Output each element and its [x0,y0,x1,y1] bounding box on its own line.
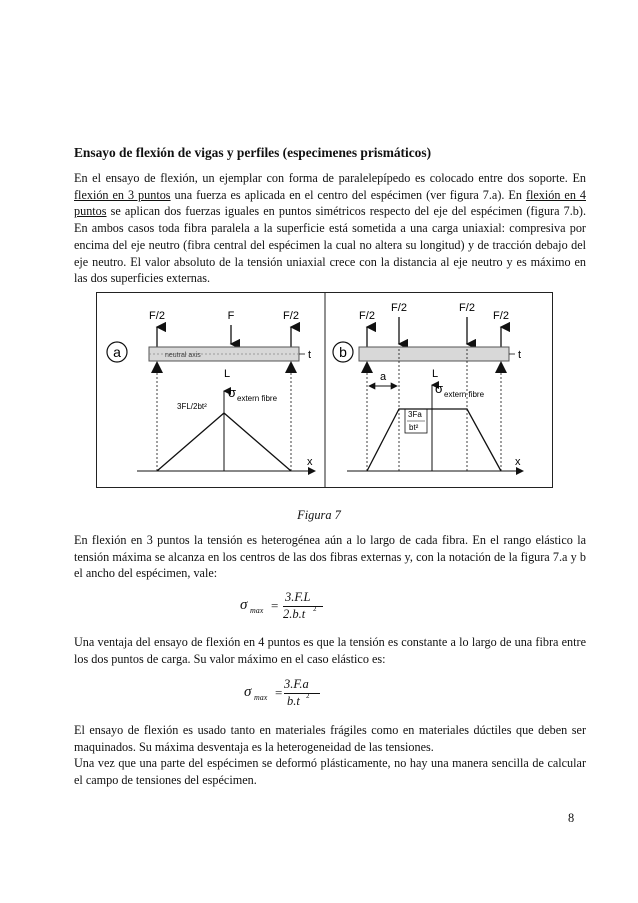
page-number: 8 [568,811,575,825]
formula-1-fraction [283,590,333,630]
formula-2-sigma: σ [244,684,252,700]
paragraph-4-point: Una ventaja del ensayo de flexión en 4 puntos es que la tensión es constante a lo largo de una fibra entre los dos puntos de carga. Su valor máximo en el caso elástico es: [74,635,586,666]
figure-7 [96,292,553,488]
sigma-a-subscript: extern fibre [237,394,278,403]
stress-curve-b [367,409,501,471]
support-b-right [495,361,507,373]
formula-2-subscript: max [254,693,268,702]
length-b-label: L [432,368,439,380]
figure-7-drawing [97,293,552,487]
peak-a-label: 3FL/2bt² [177,402,207,411]
thickness-b-label: t [518,349,522,361]
peak-b-denominator: bt² [409,423,419,432]
force-b-3-label: F/2 [459,302,475,314]
panel-a [107,310,315,471]
formula-1-equals: = [271,598,279,613]
support-a-left [151,361,163,373]
force-b-4-label: F/2 [493,310,509,322]
x-axis-a-label: x [307,456,313,468]
formula-1-sigma: σ [240,597,248,613]
thickness-a-label: t [308,349,312,361]
panel-a-label: a [113,344,121,360]
link-flexion-3-puntos[interactable]: flexión en 3 puntos [74,187,171,202]
link-flexion-4-puntos[interactable]: flexión en 4 puntos [74,187,586,219]
x-axis-b-label: x [515,456,521,468]
sigma-a-symbol: σ [228,385,237,400]
figure-caption: Figura 7 [297,508,341,522]
formula-1-exponent: 2 [313,605,317,613]
formula-1-subscript: max [250,606,264,615]
formula-2-equals: = [275,685,283,700]
paragraph-conclusion-2: Una vez que una parte del espécimen se deformó plásticamente, no hay una manera sencilla de calcular el campo de tensiones del espécimen. [74,756,586,788]
section-heading: Ensayo de flexión de vigas y perfiles (especimenes prismáticos) [74,145,432,160]
intro-paragraph [74,170,586,287]
force-b-2-label: F/2 [391,302,407,314]
formula-2-exponent: 2 [306,692,310,700]
formula-2-fraction [284,677,334,717]
paragraph-conclusion-1: El ensayo de flexión es usado tanto en materiales frágiles como en materiales dúctiles que deben ser maquinados. Su máxima desventaja es la heterogeneidad de las tensiones. [74,723,586,754]
panel-b-label: b [339,344,347,360]
support-a-right [285,361,297,373]
intro-text-3: se aplican dos fuerzas iguales en puntos simétricos respecto del eje del espécimen (figura 7.b). En ambos casos toda fibra paralela a la superficie está sometida a una carga uniaxial: compresiva por encima del eje neutro (fibra central del espécimen la cual no altera su longitud) y de tracción debajo del eje neutro. El valor absoluto de la tensión uniaxial crece con la distancia al eje neutro y es máximo en las dos superficies externas. [74,204,586,286]
neutral-axis-label: neutral axis [165,352,201,359]
intro-text-2: una fuerza es aplicada en el centro del espécimen (ver figura 7.a). En [170,187,526,202]
force-a-center-label: F [227,310,235,322]
formula-2-denominator: b.t [287,694,300,708]
sigma-b-subscript: extern fibre [444,390,485,399]
peak-b-numerator: 3Fa [408,410,422,419]
paragraph-conclusion [74,722,586,789]
force-b-1-label: F/2 [359,310,375,322]
formula-1-numerator: 3.F.L [285,590,311,604]
sigma-b-symbol: σ [435,381,444,396]
formula-2-numerator: 3.F.a [284,677,309,691]
beam-b [359,347,509,361]
dimension-a-label: a [380,371,387,383]
panel-b [333,302,523,471]
length-a-label: L [224,368,231,380]
intro-text-1: En el ensayo de flexión, un ejemplar con forma de paralelepípedo es colocado entre dos soporte. En [74,171,586,185]
force-a-right-label: F/2 [283,310,299,322]
support-b-left [361,361,373,373]
formula-1-denominator: 2.b.t [283,607,306,621]
force-a-left-label: F/2 [149,310,165,322]
paragraph-3-point: En flexión en 3 puntos la tensión es heterogénea aún a lo largo de cada fibra. En el rango elástico la tensión máxima se alcanza en los centros de las dos fibras externas y, con la notación de la figura 7.a y b el ancho del espécimen, vale: [74,533,586,581]
